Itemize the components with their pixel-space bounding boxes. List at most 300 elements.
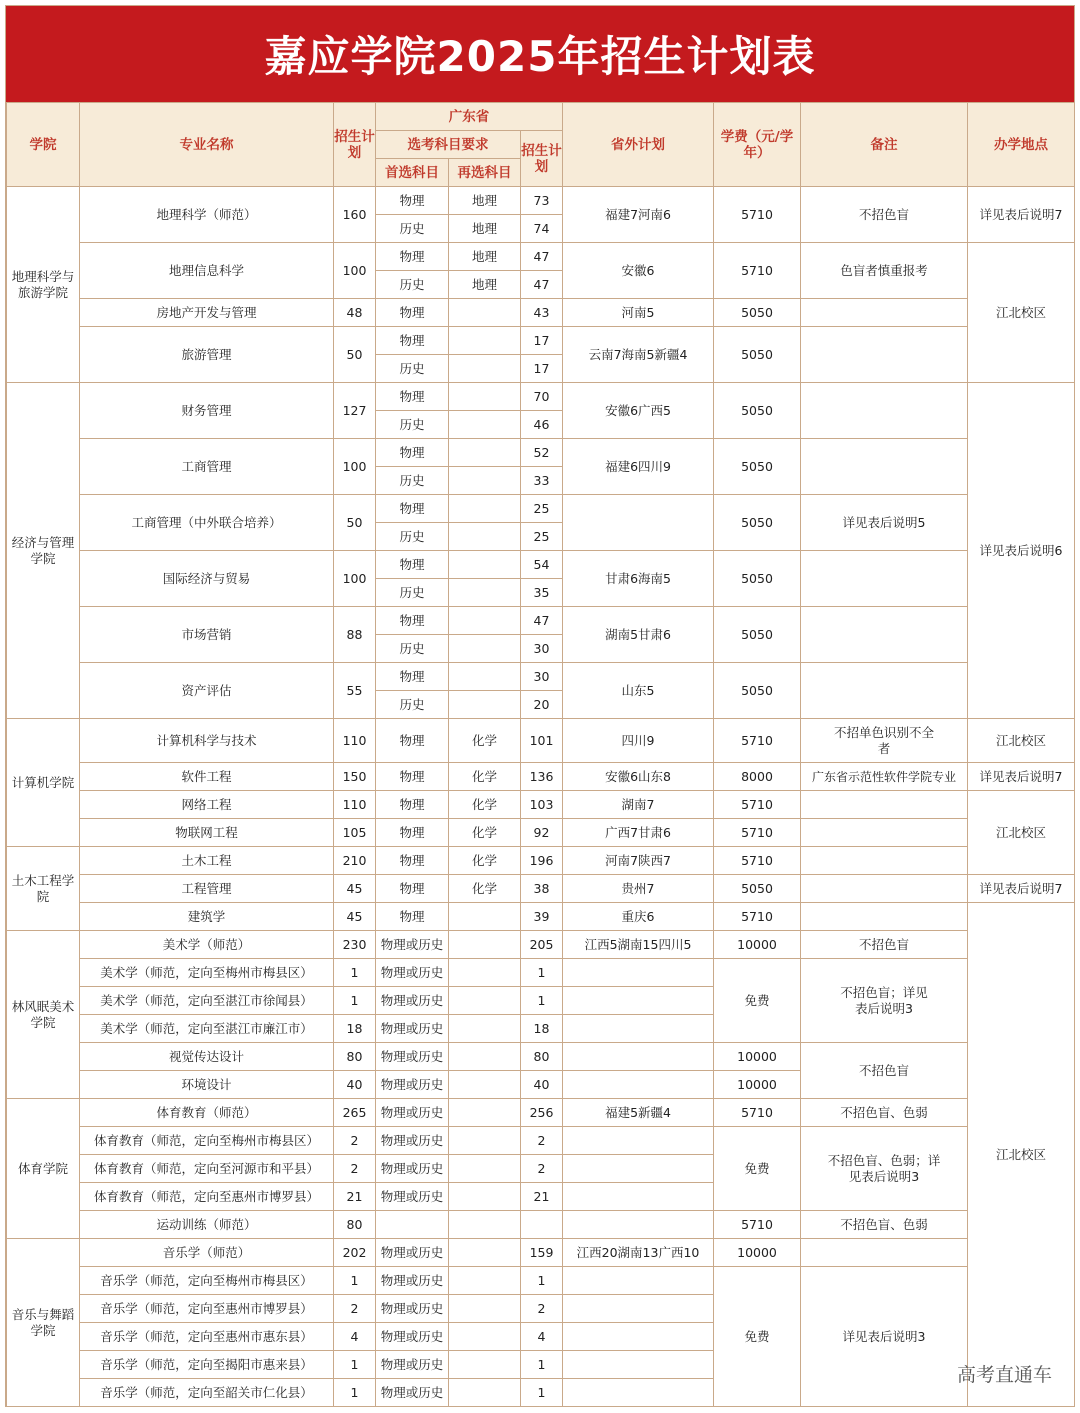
fee-cell: 5050 xyxy=(714,551,801,607)
second-subject-cell xyxy=(449,1211,521,1239)
location-cell: 详见表后说明7 xyxy=(968,187,1075,243)
major-cell: 音乐学（师范，定向至惠州市博罗县） xyxy=(80,1295,334,1323)
fee-cell: 10000 xyxy=(714,1239,801,1267)
second-subject-cell: 地理 xyxy=(449,187,521,215)
plan-cell: 21 xyxy=(334,1183,376,1211)
first-subject-cell: 物理 xyxy=(376,187,449,215)
major-cell: 体育教育（师范，定向至河源市和平县） xyxy=(80,1155,334,1183)
first-subject-cell: 物理 xyxy=(376,383,449,411)
second-subject-cell xyxy=(449,1267,521,1295)
fee-cell: 5050 xyxy=(714,875,801,903)
second-subject-cell xyxy=(449,439,521,467)
outside-plan-cell xyxy=(563,1071,714,1099)
plan-cell: 1 xyxy=(334,987,376,1015)
first-subject-cell: 历史 xyxy=(376,691,449,719)
second-subject-cell: 地理 xyxy=(449,271,521,299)
gd-plan-cell: 256 xyxy=(521,1099,563,1127)
first-subject-cell: 物理 xyxy=(376,243,449,271)
second-subject-cell xyxy=(449,523,521,551)
second-subject-cell xyxy=(449,903,521,931)
outside-plan-cell: 河南7陕西7 xyxy=(563,847,714,875)
major-cell: 音乐学（师范，定向至揭阳市惠来县） xyxy=(80,1351,334,1379)
major-cell: 旅游管理 xyxy=(80,327,334,383)
fee-cell: 免费 xyxy=(714,959,801,1043)
first-subject-cell: 物理 xyxy=(376,663,449,691)
plan-cell: 105 xyxy=(334,819,376,847)
first-subject-cell: 历史 xyxy=(376,635,449,663)
outside-plan-cell: 贵州7 xyxy=(563,875,714,903)
header-fee: 学费（元/学年） xyxy=(714,103,801,187)
fee-cell: 5710 xyxy=(714,819,801,847)
outside-plan-cell xyxy=(563,1183,714,1211)
major-cell: 体育教育（师范，定向至梅州市梅县区） xyxy=(80,1127,334,1155)
outside-plan-cell: 重庆6 xyxy=(563,903,714,931)
major-cell: 音乐学（师范，定向至韶关市仁化县） xyxy=(80,1379,334,1407)
outside-plan-cell xyxy=(563,495,714,551)
note-cell: 不招色盲 xyxy=(801,187,968,243)
major-cell: 房地产开发与管理 xyxy=(80,299,334,327)
gd-plan-cell: 17 xyxy=(521,355,563,383)
second-subject-cell: 化学 xyxy=(449,719,521,763)
outside-plan-cell xyxy=(563,1155,714,1183)
outside-plan-cell: 广西7甘肃6 xyxy=(563,819,714,847)
outside-plan-cell xyxy=(563,987,714,1015)
outside-plan-cell xyxy=(563,1127,714,1155)
gd-plan-cell: 21 xyxy=(521,1183,563,1211)
fee-cell: 8000 xyxy=(714,763,801,791)
first-subject-cell: 物理或历史 xyxy=(376,1267,449,1295)
fee-cell: 5710 xyxy=(714,791,801,819)
major-cell: 工商管理 xyxy=(80,439,334,495)
plan-cell: 202 xyxy=(334,1239,376,1267)
note-cell xyxy=(801,903,968,931)
header-plan: 招生计划 xyxy=(334,103,376,187)
plan-cell: 100 xyxy=(334,439,376,495)
header-note: 备注 xyxy=(801,103,968,187)
first-subject-cell: 物理或历史 xyxy=(376,1323,449,1351)
first-subject-cell: 历史 xyxy=(376,579,449,607)
major-cell: 视觉传达设计 xyxy=(80,1043,334,1071)
gd-plan-cell: 47 xyxy=(521,607,563,635)
first-subject-cell: 物理或历史 xyxy=(376,1155,449,1183)
plan-cell: 50 xyxy=(334,495,376,551)
major-cell: 软件工程 xyxy=(80,763,334,791)
second-subject-cell xyxy=(449,1295,521,1323)
fee-cell: 5050 xyxy=(714,299,801,327)
gd-plan-cell: 46 xyxy=(521,411,563,439)
note-cell xyxy=(801,383,968,439)
gd-plan-cell: 103 xyxy=(521,791,563,819)
gd-plan-cell xyxy=(521,1211,563,1239)
gd-plan-cell: 52 xyxy=(521,439,563,467)
fee-cell: 5710 xyxy=(714,903,801,931)
plan-cell: 2 xyxy=(334,1155,376,1183)
first-subject-cell: 物理 xyxy=(376,327,449,355)
plan-cell: 110 xyxy=(334,791,376,819)
outside-plan-cell xyxy=(563,1211,714,1239)
major-cell: 音乐学（师范，定向至梅州市梅县区） xyxy=(80,1267,334,1295)
outside-plan-cell: 河南5 xyxy=(563,299,714,327)
header-college: 学院 xyxy=(7,103,80,187)
note-cell: 不招色盲 xyxy=(801,1043,968,1099)
fee-cell: 5710 xyxy=(714,243,801,299)
plan-cell: 1 xyxy=(334,1267,376,1295)
outside-plan-cell xyxy=(563,1379,714,1407)
major-cell: 建筑学 xyxy=(80,903,334,931)
fee-cell: 5710 xyxy=(714,719,801,763)
plan-cell: 80 xyxy=(334,1211,376,1239)
plan-cell: 2 xyxy=(334,1295,376,1323)
plan-cell: 80 xyxy=(334,1043,376,1071)
gd-plan-cell: 30 xyxy=(521,635,563,663)
plan-cell: 127 xyxy=(334,383,376,439)
location-cell: 详见表后说明7 xyxy=(968,875,1075,903)
first-subject-cell: 物理 xyxy=(376,903,449,931)
note-cell: 不招色盲、色弱 xyxy=(801,1211,968,1239)
plan-cell: 100 xyxy=(334,551,376,607)
first-subject-cell: 历史 xyxy=(376,523,449,551)
second-subject-cell xyxy=(449,959,521,987)
second-subject-cell: 地理 xyxy=(449,215,521,243)
college-cell: 体育学院 xyxy=(7,1099,80,1239)
plan-cell: 230 xyxy=(334,931,376,959)
fee-cell: 免费 xyxy=(714,1127,801,1211)
outside-plan-cell: 福建6四川9 xyxy=(563,439,714,495)
major-cell: 财务管理 xyxy=(80,383,334,439)
outside-plan-cell: 山东5 xyxy=(563,663,714,719)
gd-plan-cell: 39 xyxy=(521,903,563,931)
gd-plan-cell: 70 xyxy=(521,383,563,411)
second-subject-cell xyxy=(449,691,521,719)
outside-plan-cell: 四川9 xyxy=(563,719,714,763)
gd-plan-cell: 2 xyxy=(521,1155,563,1183)
college-cell: 林风眠美术学院 xyxy=(7,931,80,1099)
note-cell: 不招色盲、色弱 xyxy=(801,1099,968,1127)
major-cell: 工商管理（中外联合培养） xyxy=(80,495,334,551)
plan-cell: 4 xyxy=(334,1323,376,1351)
second-subject-cell xyxy=(449,551,521,579)
note-cell: 广东省示范性软件学院专业 xyxy=(801,763,968,791)
gd-plan-cell: 73 xyxy=(521,187,563,215)
gd-plan-cell: 101 xyxy=(521,719,563,763)
first-subject-cell: 物理 xyxy=(376,847,449,875)
major-cell: 美术学（师范，定向至梅州市梅县区） xyxy=(80,959,334,987)
second-subject-cell: 化学 xyxy=(449,819,521,847)
second-subject-cell xyxy=(449,931,521,959)
gd-plan-cell: 33 xyxy=(521,467,563,495)
second-subject-cell xyxy=(449,1071,521,1099)
watermark-text: 高考直通车 xyxy=(956,1364,1052,1386)
major-cell: 地理科学（师范） xyxy=(80,187,334,243)
gd-plan-cell: 43 xyxy=(521,299,563,327)
first-subject-cell: 历史 xyxy=(376,411,449,439)
plan-cell: 1 xyxy=(334,1351,376,1379)
gd-plan-cell: 17 xyxy=(521,327,563,355)
outside-plan-cell: 湖南5甘肃6 xyxy=(563,607,714,663)
first-subject-cell xyxy=(376,1211,449,1239)
note-cell xyxy=(801,439,968,495)
first-subject-cell: 物理或历史 xyxy=(376,1183,449,1211)
second-subject-cell: 地理 xyxy=(449,243,521,271)
gd-plan-cell: 25 xyxy=(521,495,563,523)
plan-cell: 45 xyxy=(334,903,376,931)
second-subject-cell xyxy=(449,1155,521,1183)
note-cell xyxy=(801,791,968,819)
gd-plan-cell: 1 xyxy=(521,987,563,1015)
header-location: 办学地点 xyxy=(968,103,1075,187)
note-cell: 详见表后说明5 xyxy=(801,495,968,551)
outside-plan-cell: 福建7河南6 xyxy=(563,187,714,243)
first-subject-cell: 物理或历史 xyxy=(376,1379,449,1407)
second-subject-cell: 化学 xyxy=(449,791,521,819)
plan-cell: 2 xyxy=(334,1127,376,1155)
second-subject-cell xyxy=(449,355,521,383)
second-subject-cell: 化学 xyxy=(449,875,521,903)
second-subject-cell xyxy=(449,1379,521,1407)
second-subject-cell xyxy=(449,635,521,663)
note-cell xyxy=(801,327,968,383)
first-subject-cell: 物理 xyxy=(376,875,449,903)
fee-cell: 10000 xyxy=(714,931,801,959)
major-cell: 资产评估 xyxy=(80,663,334,719)
note-cell xyxy=(801,551,968,607)
major-cell: 美术学（师范，定向至湛江市廉江市） xyxy=(80,1015,334,1043)
plan-cell: 48 xyxy=(334,299,376,327)
note-cell: 不招色盲、色弱；详见表后说明3 xyxy=(801,1127,968,1211)
location-cell: 江北校区 xyxy=(968,791,1075,875)
note-cell: 详见表后说明3 xyxy=(801,1267,968,1407)
major-cell: 工程管理 xyxy=(80,875,334,903)
gd-plan-cell: 2 xyxy=(521,1127,563,1155)
outside-plan-cell xyxy=(563,1267,714,1295)
major-cell: 音乐学（师范，定向至惠州市惠东县） xyxy=(80,1323,334,1351)
outside-plan-cell xyxy=(563,959,714,987)
major-cell: 网络工程 xyxy=(80,791,334,819)
second-subject-cell xyxy=(449,607,521,635)
gd-plan-cell: 18 xyxy=(521,1015,563,1043)
gd-plan-cell: 1 xyxy=(521,1351,563,1379)
gd-plan-cell: 159 xyxy=(521,1239,563,1267)
outside-plan-cell: 云南7海南5新疆4 xyxy=(563,327,714,383)
major-cell: 市场营销 xyxy=(80,607,334,663)
header-subject-req: 选考科目要求 xyxy=(376,131,521,159)
note-cell xyxy=(801,875,968,903)
fee-cell: 10000 xyxy=(714,1043,801,1071)
fee-cell: 5710 xyxy=(714,1099,801,1127)
major-cell: 国际经济与贸易 xyxy=(80,551,334,607)
header-second-subject: 再选科目 xyxy=(449,159,521,187)
first-subject-cell: 物理或历史 xyxy=(376,959,449,987)
outside-plan-cell xyxy=(563,1323,714,1351)
outside-plan-cell: 甘肃6海南5 xyxy=(563,551,714,607)
header-first-subject: 首选科目 xyxy=(376,159,449,187)
gd-plan-cell: 1 xyxy=(521,1267,563,1295)
note-cell xyxy=(801,663,968,719)
first-subject-cell: 物理或历史 xyxy=(376,1071,449,1099)
gd-plan-cell: 196 xyxy=(521,847,563,875)
second-subject-cell xyxy=(449,987,521,1015)
outside-plan-cell xyxy=(563,1295,714,1323)
gd-plan-cell: 4 xyxy=(521,1323,563,1351)
outside-plan-cell: 安徽6 xyxy=(563,243,714,299)
header-major: 专业名称 xyxy=(80,103,334,187)
plan-cell: 88 xyxy=(334,607,376,663)
gd-plan-cell: 38 xyxy=(521,875,563,903)
gd-plan-cell: 2 xyxy=(521,1295,563,1323)
header-gd-plan: 招生计划 xyxy=(521,131,563,187)
first-subject-cell: 物理或历史 xyxy=(376,1099,449,1127)
plan-cell: 110 xyxy=(334,719,376,763)
note-cell: 不招单色识别不全者 xyxy=(801,719,968,763)
second-subject-cell xyxy=(449,411,521,439)
note-cell xyxy=(801,1239,968,1267)
fee-cell: 10000 xyxy=(714,1071,801,1099)
first-subject-cell: 物理或历史 xyxy=(376,1295,449,1323)
location-cell: 江北校区 xyxy=(968,903,1075,1407)
first-subject-cell: 物理或历史 xyxy=(376,1239,449,1267)
note-cell xyxy=(801,299,968,327)
note-cell xyxy=(801,607,968,663)
enrollment-plan-table xyxy=(6,102,1075,1407)
outside-plan-cell: 福建5新疆4 xyxy=(563,1099,714,1127)
second-subject-cell xyxy=(449,299,521,327)
plan-cell: 265 xyxy=(334,1099,376,1127)
first-subject-cell: 物理或历史 xyxy=(376,931,449,959)
fee-cell: 5710 xyxy=(714,187,801,243)
first-subject-cell: 历史 xyxy=(376,271,449,299)
major-cell: 地理信息科学 xyxy=(80,243,334,299)
fee-cell: 5050 xyxy=(714,439,801,495)
first-subject-cell: 物理 xyxy=(376,819,449,847)
plan-cell: 160 xyxy=(334,187,376,243)
second-subject-cell xyxy=(449,467,521,495)
fee-cell: 5050 xyxy=(714,327,801,383)
note-cell: 不招色盲 xyxy=(801,931,968,959)
second-subject-cell xyxy=(449,495,521,523)
plan-cell: 1 xyxy=(334,1379,376,1407)
gd-plan-cell: 25 xyxy=(521,523,563,551)
outside-plan-cell: 安徽6山东8 xyxy=(563,763,714,791)
location-cell: 江北校区 xyxy=(968,719,1075,763)
plan-cell: 50 xyxy=(334,327,376,383)
first-subject-cell: 物理 xyxy=(376,495,449,523)
major-cell: 计算机科学与技术 xyxy=(80,719,334,763)
gd-plan-cell: 47 xyxy=(521,271,563,299)
plan-cell: 210 xyxy=(334,847,376,875)
gd-plan-cell: 20 xyxy=(521,691,563,719)
gd-plan-cell: 47 xyxy=(521,243,563,271)
note-cell xyxy=(801,847,968,875)
major-cell: 体育教育（师范，定向至惠州市博罗县） xyxy=(80,1183,334,1211)
gd-plan-cell: 54 xyxy=(521,551,563,579)
second-subject-cell xyxy=(449,327,521,355)
fee-cell: 5710 xyxy=(714,847,801,875)
major-cell: 运动训练（师范） xyxy=(80,1211,334,1239)
plan-cell: 55 xyxy=(334,663,376,719)
location-cell: 江北校区 xyxy=(968,243,1075,383)
location-cell: 详见表后说明6 xyxy=(968,383,1075,719)
first-subject-cell: 物理 xyxy=(376,299,449,327)
gd-plan-cell: 35 xyxy=(521,579,563,607)
fee-cell: 5050 xyxy=(714,495,801,551)
first-subject-cell: 历史 xyxy=(376,215,449,243)
major-cell: 美术学（师范） xyxy=(80,931,334,959)
plan-cell: 40 xyxy=(334,1071,376,1099)
location-cell: 详见表后说明7 xyxy=(968,763,1075,791)
second-subject-cell xyxy=(449,579,521,607)
outside-plan-cell: 江西20湖南13广西10 xyxy=(563,1239,714,1267)
plan-cell: 100 xyxy=(334,243,376,299)
college-cell: 计算机学院 xyxy=(7,719,80,847)
major-cell: 土木工程 xyxy=(80,847,334,875)
fee-cell: 5050 xyxy=(714,663,801,719)
second-subject-cell xyxy=(449,1099,521,1127)
second-subject-cell xyxy=(449,1043,521,1071)
outside-plan-cell xyxy=(563,1351,714,1379)
outside-plan-cell: 湖南7 xyxy=(563,791,714,819)
first-subject-cell: 物理 xyxy=(376,763,449,791)
gd-plan-cell: 40 xyxy=(521,1071,563,1099)
header-guangdong: 广东省 xyxy=(376,103,563,131)
gd-plan-cell: 1 xyxy=(521,1379,563,1407)
college-cell: 音乐与舞蹈学院 xyxy=(7,1239,80,1407)
first-subject-cell: 物理或历史 xyxy=(376,1015,449,1043)
first-subject-cell: 物理或历史 xyxy=(376,987,449,1015)
outside-plan-cell xyxy=(563,1043,714,1071)
outside-plan-cell: 安徽6广西5 xyxy=(563,383,714,439)
gd-plan-cell: 80 xyxy=(521,1043,563,1071)
first-subject-cell: 历史 xyxy=(376,355,449,383)
major-cell: 音乐学（师范） xyxy=(80,1239,334,1267)
first-subject-cell: 物理 xyxy=(376,439,449,467)
outside-plan-cell: 江西5湖南15四川5 xyxy=(563,931,714,959)
gd-plan-cell: 92 xyxy=(521,819,563,847)
major-cell: 环境设计 xyxy=(80,1071,334,1099)
second-subject-cell xyxy=(449,663,521,691)
gd-plan-cell: 136 xyxy=(521,763,563,791)
plan-cell: 150 xyxy=(334,763,376,791)
first-subject-cell: 物理或历史 xyxy=(376,1043,449,1071)
first-subject-cell: 物理 xyxy=(376,791,449,819)
college-cell: 经济与管理学院 xyxy=(7,383,80,719)
plan-cell: 1 xyxy=(334,959,376,987)
second-subject-cell: 化学 xyxy=(449,847,521,875)
first-subject-cell: 物理或历史 xyxy=(376,1351,449,1379)
first-subject-cell: 物理 xyxy=(376,719,449,763)
college-cell: 地理科学与旅游学院 xyxy=(7,187,80,383)
major-cell: 体育教育（师范） xyxy=(80,1099,334,1127)
note-cell xyxy=(801,819,968,847)
second-subject-cell xyxy=(449,1239,521,1267)
second-subject-cell xyxy=(449,1323,521,1351)
gd-plan-cell: 205 xyxy=(521,931,563,959)
fee-cell: 5050 xyxy=(714,383,801,439)
page-title: 嘉应学院2025年招生计划表 xyxy=(6,6,1074,102)
first-subject-cell: 物理或历史 xyxy=(376,1127,449,1155)
outside-plan-cell xyxy=(563,1015,714,1043)
major-cell: 物联网工程 xyxy=(80,819,334,847)
gd-plan-cell: 74 xyxy=(521,215,563,243)
fee-cell: 5050 xyxy=(714,607,801,663)
first-subject-cell: 物理 xyxy=(376,551,449,579)
first-subject-cell: 历史 xyxy=(376,467,449,495)
fee-cell: 免费 xyxy=(714,1267,801,1407)
second-subject-cell xyxy=(449,383,521,411)
note-cell: 色盲者慎重报考 xyxy=(801,243,968,299)
major-cell: 美术学（师范，定向至湛江市徐闻县） xyxy=(80,987,334,1015)
first-subject-cell: 物理 xyxy=(376,607,449,635)
second-subject-cell xyxy=(449,1015,521,1043)
